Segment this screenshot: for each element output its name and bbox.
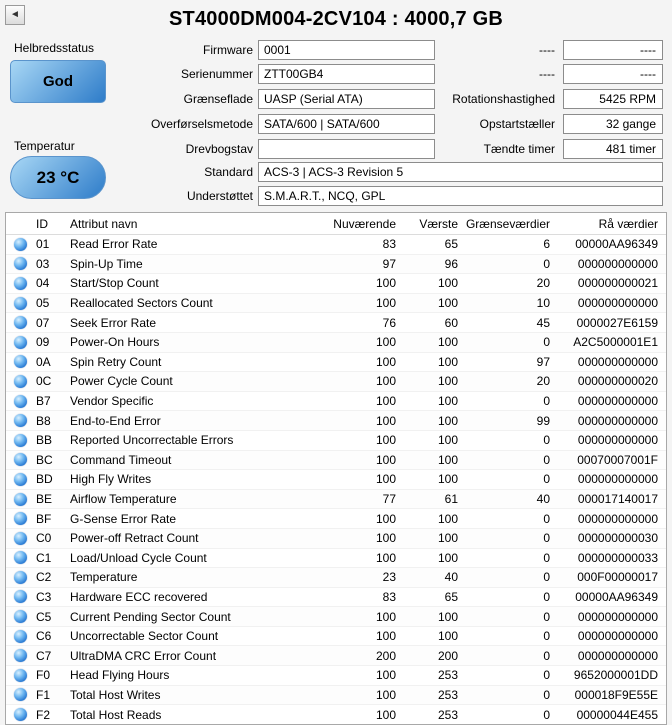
col-worst: Værste bbox=[419, 216, 458, 231]
back-arrow-icon: ◄ bbox=[10, 9, 20, 20]
detail-value-box: 481 timer bbox=[563, 139, 663, 159]
attribute-current: 83 bbox=[382, 589, 396, 604]
health-status-dot-icon bbox=[14, 571, 27, 584]
attribute-name: High Fly Writes bbox=[70, 472, 152, 487]
attribute-name: Power-off Retract Count bbox=[70, 531, 199, 546]
detail-label: Serienummer bbox=[180, 67, 253, 81]
health-status-label: Helbredsstatus bbox=[14, 41, 95, 55]
smart-attribute-row[interactable] bbox=[6, 490, 666, 510]
smart-attribute-row[interactable] bbox=[6, 705, 666, 725]
attribute-threshold: 0 bbox=[543, 629, 550, 644]
attribute-id: C7 bbox=[36, 648, 52, 663]
attribute-name: Power Cycle Count bbox=[70, 374, 173, 389]
attribute-worst: 100 bbox=[437, 374, 458, 389]
attribute-current: 100 bbox=[375, 433, 396, 448]
detail-label: Understøttet bbox=[186, 189, 253, 203]
attribute-current: 100 bbox=[375, 374, 396, 389]
attribute-raw: 000000000000 bbox=[577, 648, 658, 663]
attribute-id: 0A bbox=[36, 354, 51, 369]
attribute-raw: 000000000000 bbox=[577, 433, 658, 448]
attribute-worst: 61 bbox=[444, 492, 458, 507]
attribute-raw: 000000000021 bbox=[577, 276, 658, 291]
attribute-threshold: 0 bbox=[543, 550, 550, 565]
attribute-raw: 000000000020 bbox=[577, 374, 658, 389]
detail-value-box: 5425 RPM bbox=[563, 89, 663, 109]
detail-value-box bbox=[258, 139, 435, 159]
attribute-raw: 000018F9E55E bbox=[574, 687, 658, 702]
attribute-worst: 253 bbox=[437, 668, 458, 683]
attribute-name: Command Timeout bbox=[70, 452, 172, 467]
detail-label: Drevbogstav bbox=[185, 142, 253, 156]
attribute-name: Power-On Hours bbox=[70, 335, 160, 350]
attribute-name: Start/Stop Count bbox=[70, 276, 159, 291]
attribute-threshold: 0 bbox=[543, 668, 550, 683]
attribute-current: 100 bbox=[375, 687, 396, 702]
health-status-dot-icon bbox=[14, 688, 27, 701]
smart-attribute-row[interactable] bbox=[6, 274, 666, 294]
attribute-current: 100 bbox=[375, 394, 396, 409]
attribute-current: 100 bbox=[375, 609, 396, 624]
attribute-worst: 100 bbox=[437, 335, 458, 350]
attribute-threshold: 10 bbox=[536, 296, 550, 311]
smart-attribute-row[interactable] bbox=[6, 235, 666, 255]
smart-attribute-row[interactable] bbox=[6, 313, 666, 333]
attribute-threshold: 0 bbox=[543, 589, 550, 604]
attribute-id: C3 bbox=[36, 589, 52, 604]
health-status-dot-icon bbox=[14, 532, 27, 545]
detail-value-box: S.M.A.R.T., NCQ, GPL bbox=[258, 186, 663, 206]
attribute-current: 100 bbox=[375, 335, 396, 350]
health-status-dot-icon bbox=[14, 277, 27, 290]
detail-label: Firmware bbox=[203, 43, 253, 57]
attribute-threshold: 97 bbox=[536, 354, 550, 369]
detail-label: ---- bbox=[539, 67, 555, 81]
attribute-id: 05 bbox=[36, 296, 50, 311]
smart-attribute-row[interactable] bbox=[6, 666, 666, 686]
attribute-threshold: 0 bbox=[543, 687, 550, 702]
attribute-worst: 100 bbox=[437, 472, 458, 487]
detail-label: Tændte timer bbox=[483, 142, 555, 156]
attribute-name: Hardware ECC recovered bbox=[70, 589, 208, 604]
attribute-worst: 253 bbox=[437, 707, 458, 722]
attribute-raw: 000000000000 bbox=[577, 256, 658, 271]
attribute-raw: 000000000000 bbox=[577, 296, 658, 311]
attribute-id: BE bbox=[36, 492, 53, 507]
smart-table-header bbox=[6, 213, 666, 235]
attribute-raw: 00000044E455 bbox=[576, 707, 658, 722]
attribute-threshold: 6 bbox=[543, 237, 550, 252]
attribute-worst: 100 bbox=[437, 413, 458, 428]
attribute-name: UltraDMA CRC Error Count bbox=[70, 648, 217, 663]
smart-attribute-row[interactable] bbox=[6, 607, 666, 627]
smart-attribute-row[interactable] bbox=[6, 411, 666, 431]
attribute-threshold: 20 bbox=[536, 374, 550, 389]
attribute-worst: 100 bbox=[437, 433, 458, 448]
attribute-raw: 000000000000 bbox=[577, 413, 658, 428]
attribute-raw: 000000000000 bbox=[577, 472, 658, 487]
attribute-current: 100 bbox=[375, 707, 396, 722]
smart-attribute-row[interactable] bbox=[6, 509, 666, 529]
attribute-worst: 100 bbox=[437, 276, 458, 291]
attribute-worst: 100 bbox=[437, 354, 458, 369]
status-column-header bbox=[6, 213, 34, 234]
attribute-name: Reallocated Sectors Count bbox=[70, 296, 213, 311]
attribute-current: 100 bbox=[375, 472, 396, 487]
detail-label: Rotationshastighed bbox=[452, 92, 555, 106]
col-attribute-name: Attribut navn bbox=[70, 216, 138, 231]
health-status-dot-icon bbox=[14, 336, 27, 349]
smart-attributes-panel bbox=[5, 212, 667, 725]
attribute-worst: 100 bbox=[437, 394, 458, 409]
attribute-current: 100 bbox=[375, 354, 396, 369]
smart-attribute-row[interactable] bbox=[6, 353, 666, 373]
attribute-worst: 100 bbox=[437, 531, 458, 546]
attribute-id: C0 bbox=[36, 531, 52, 546]
drive-info-panel bbox=[0, 0, 672, 212]
smart-table-body bbox=[6, 235, 666, 725]
attribute-id: F0 bbox=[36, 668, 51, 683]
attribute-name: Current Pending Sector Count bbox=[70, 609, 231, 624]
smart-attribute-row[interactable] bbox=[6, 549, 666, 569]
attribute-raw: 00070007001F bbox=[577, 452, 658, 467]
attribute-worst: 96 bbox=[444, 256, 458, 271]
health-status-dot-icon bbox=[14, 493, 27, 506]
health-status-dot-icon bbox=[14, 512, 27, 525]
detail-label: Standard bbox=[204, 165, 253, 179]
detail-label: Opstartstæller bbox=[479, 117, 555, 131]
detail-label: Grænseflade bbox=[183, 92, 253, 106]
health-status-dot-icon bbox=[14, 669, 27, 682]
health-status-dot-icon bbox=[14, 610, 27, 623]
attribute-name: Vendor Specific bbox=[70, 394, 154, 409]
attribute-id: 03 bbox=[36, 256, 50, 271]
smart-attribute-row[interactable] bbox=[6, 588, 666, 608]
health-status-dot-icon bbox=[14, 297, 27, 310]
health-status-dot-icon bbox=[14, 590, 27, 603]
attribute-name: Airflow Temperature bbox=[70, 492, 177, 507]
smart-attribute-row[interactable] bbox=[6, 333, 666, 353]
attribute-name: Load/Unload Cycle Count bbox=[70, 550, 207, 565]
attribute-id: C2 bbox=[36, 570, 52, 585]
smart-attribute-row[interactable] bbox=[6, 470, 666, 490]
attribute-raw: 000000000000 bbox=[577, 511, 658, 526]
attribute-name: Reported Uncorrectable Errors bbox=[70, 433, 234, 448]
attribute-raw: 00000AA96349 bbox=[575, 589, 658, 604]
attribute-current: 100 bbox=[375, 276, 396, 291]
attribute-worst: 40 bbox=[444, 570, 458, 585]
smart-attribute-row[interactable] bbox=[6, 646, 666, 666]
attribute-threshold: 0 bbox=[543, 335, 550, 350]
attribute-threshold: 0 bbox=[543, 256, 550, 271]
smart-attribute-row[interactable] bbox=[6, 392, 666, 412]
smart-attribute-row[interactable] bbox=[6, 372, 666, 392]
attribute-threshold: 0 bbox=[543, 472, 550, 487]
attribute-raw: 000000000000 bbox=[577, 609, 658, 624]
health-status-dot-icon bbox=[14, 473, 27, 486]
attribute-id: B8 bbox=[36, 413, 51, 428]
health-status-dot-icon bbox=[14, 316, 27, 329]
attribute-id: 01 bbox=[36, 237, 50, 252]
attribute-worst: 65 bbox=[444, 589, 458, 604]
attribute-id: C5 bbox=[36, 609, 52, 624]
health-status-dot-icon bbox=[14, 375, 27, 388]
health-status-dot-icon bbox=[14, 453, 27, 466]
attribute-threshold: 0 bbox=[543, 648, 550, 663]
attribute-id: 09 bbox=[36, 335, 50, 350]
temperature-label: Temperatur bbox=[14, 139, 75, 153]
attribute-current: 100 bbox=[375, 550, 396, 565]
attribute-id: BB bbox=[36, 433, 53, 448]
col-current: Nuværende bbox=[333, 216, 396, 231]
detail-value-box: ACS-3 | ACS-3 Revision 5 bbox=[258, 162, 663, 182]
attribute-threshold: 0 bbox=[543, 707, 550, 722]
attribute-current: 100 bbox=[375, 413, 396, 428]
health-status-dot-icon bbox=[14, 551, 27, 564]
attribute-current: 200 bbox=[375, 648, 396, 663]
attribute-worst: 65 bbox=[444, 237, 458, 252]
attribute-threshold: 20 bbox=[536, 276, 550, 291]
attribute-name: G-Sense Error Rate bbox=[70, 511, 177, 526]
col-id: ID bbox=[36, 216, 48, 231]
attribute-threshold: 0 bbox=[543, 511, 550, 526]
attribute-current: 100 bbox=[375, 511, 396, 526]
attribute-threshold: 0 bbox=[543, 394, 550, 409]
attribute-current: 100 bbox=[375, 296, 396, 311]
detail-value-box: SATA/600 | SATA/600 bbox=[258, 114, 435, 134]
attribute-id: F2 bbox=[36, 707, 51, 722]
attribute-worst: 100 bbox=[437, 609, 458, 624]
detail-value-box: 32 gange bbox=[563, 114, 663, 134]
attribute-current: 83 bbox=[382, 237, 396, 252]
attribute-worst: 100 bbox=[437, 629, 458, 644]
attribute-threshold: 0 bbox=[543, 452, 550, 467]
smart-attribute-row[interactable] bbox=[6, 529, 666, 549]
attribute-raw: 000000000000 bbox=[577, 629, 658, 644]
attribute-threshold: 45 bbox=[536, 315, 550, 330]
attribute-raw: 000000000030 bbox=[577, 531, 658, 546]
drive-title: ST4000DM004-2CV104 : 4000,7 GB bbox=[169, 8, 503, 30]
attribute-current: 100 bbox=[375, 629, 396, 644]
attribute-threshold: 40 bbox=[536, 492, 550, 507]
attribute-raw: 000000000000 bbox=[577, 354, 658, 369]
health-status-dot-icon bbox=[14, 414, 27, 427]
detail-value-box: ZTT00GB4 bbox=[258, 64, 435, 84]
detail-label: ---- bbox=[539, 43, 555, 57]
attribute-name: Seek Error Rate bbox=[70, 315, 157, 330]
detail-value-box: 0001 bbox=[258, 40, 435, 60]
attribute-name: Read Error Rate bbox=[70, 237, 158, 252]
attribute-worst: 100 bbox=[437, 550, 458, 565]
attribute-worst: 100 bbox=[437, 296, 458, 311]
col-raw-values: Rå værdier bbox=[598, 216, 658, 231]
detail-value-box: UASP (Serial ATA) bbox=[258, 89, 435, 109]
attribute-name: Total Host Reads bbox=[70, 707, 162, 722]
attribute-id: BD bbox=[36, 472, 53, 487]
attribute-raw: 000000000000 bbox=[577, 394, 658, 409]
attribute-worst: 100 bbox=[437, 452, 458, 467]
attribute-threshold: 99 bbox=[536, 413, 550, 428]
temperature-value: 23 °C bbox=[36, 167, 80, 187]
attribute-raw: 000000000033 bbox=[577, 550, 658, 565]
attribute-current: 76 bbox=[382, 315, 396, 330]
attribute-worst: 100 bbox=[437, 511, 458, 526]
health-status-dot-icon bbox=[14, 257, 27, 270]
smart-attribute-row[interactable] bbox=[6, 431, 666, 451]
attribute-threshold: 0 bbox=[543, 570, 550, 585]
temperature-button[interactable] bbox=[10, 156, 106, 199]
attribute-name: Uncorrectable Sector Count bbox=[70, 629, 219, 644]
attribute-raw: 0000027E6159 bbox=[576, 315, 658, 330]
attribute-name: Temperature bbox=[70, 570, 138, 585]
attribute-current: 97 bbox=[382, 256, 396, 271]
col-threshold: Grænseværdier bbox=[465, 216, 550, 231]
health-status-dot-icon bbox=[14, 238, 27, 251]
smart-attribute-row[interactable] bbox=[6, 294, 666, 314]
smart-attribute-row[interactable] bbox=[6, 627, 666, 647]
health-status-button[interactable] bbox=[10, 60, 106, 103]
attribute-id: 0C bbox=[36, 374, 52, 389]
attribute-id: C1 bbox=[36, 550, 52, 565]
smart-attribute-row[interactable] bbox=[6, 451, 666, 471]
attribute-id: 04 bbox=[36, 276, 50, 291]
attribute-worst: 60 bbox=[444, 315, 458, 330]
smart-attribute-row[interactable] bbox=[6, 686, 666, 706]
attribute-threshold: 0 bbox=[543, 531, 550, 546]
attribute-name: Total Host Writes bbox=[70, 687, 161, 702]
back-arrow-button[interactable] bbox=[5, 5, 25, 25]
attribute-name: Spin-Up Time bbox=[70, 256, 143, 271]
attribute-id: 07 bbox=[36, 315, 50, 330]
detail-value-box: ---- bbox=[563, 40, 663, 60]
attribute-raw: 00000AA96349 bbox=[575, 237, 658, 252]
attribute-id: BC bbox=[36, 452, 53, 467]
attribute-raw: A2C5000001E1 bbox=[573, 335, 658, 350]
health-status-value: God bbox=[43, 73, 73, 90]
attribute-name: End-to-End Error bbox=[70, 413, 161, 428]
attribute-name: Spin Retry Count bbox=[70, 354, 162, 369]
health-status-dot-icon bbox=[14, 649, 27, 662]
smart-attribute-row[interactable] bbox=[6, 255, 666, 275]
attribute-threshold: 0 bbox=[543, 609, 550, 624]
attribute-current: 23 bbox=[382, 570, 396, 585]
health-status-dot-icon bbox=[14, 434, 27, 447]
detail-value-box: ---- bbox=[563, 64, 663, 84]
attribute-threshold: 0 bbox=[543, 433, 550, 448]
attribute-id: B7 bbox=[36, 394, 51, 409]
attribute-id: BF bbox=[36, 511, 52, 526]
health-status-dot-icon bbox=[14, 630, 27, 643]
attribute-worst: 253 bbox=[437, 687, 458, 702]
attribute-current: 100 bbox=[375, 531, 396, 546]
attribute-current: 77 bbox=[382, 492, 396, 507]
health-status-dot-icon bbox=[14, 708, 27, 721]
detail-label: Overførselsmetode bbox=[150, 117, 253, 131]
attribute-current: 100 bbox=[375, 452, 396, 467]
attribute-id: F1 bbox=[36, 687, 51, 702]
attribute-worst: 200 bbox=[437, 648, 458, 663]
attribute-raw: 9652000001DD bbox=[573, 668, 658, 683]
attribute-name: Head Flying Hours bbox=[70, 668, 170, 683]
health-status-dot-icon bbox=[14, 395, 27, 408]
attribute-raw: 000F00000017 bbox=[577, 570, 658, 585]
attribute-current: 100 bbox=[375, 668, 396, 683]
attribute-raw: 000017140017 bbox=[577, 492, 658, 507]
health-status-dot-icon bbox=[14, 355, 27, 368]
smart-attribute-row[interactable] bbox=[6, 568, 666, 588]
attribute-id: C6 bbox=[36, 629, 52, 644]
